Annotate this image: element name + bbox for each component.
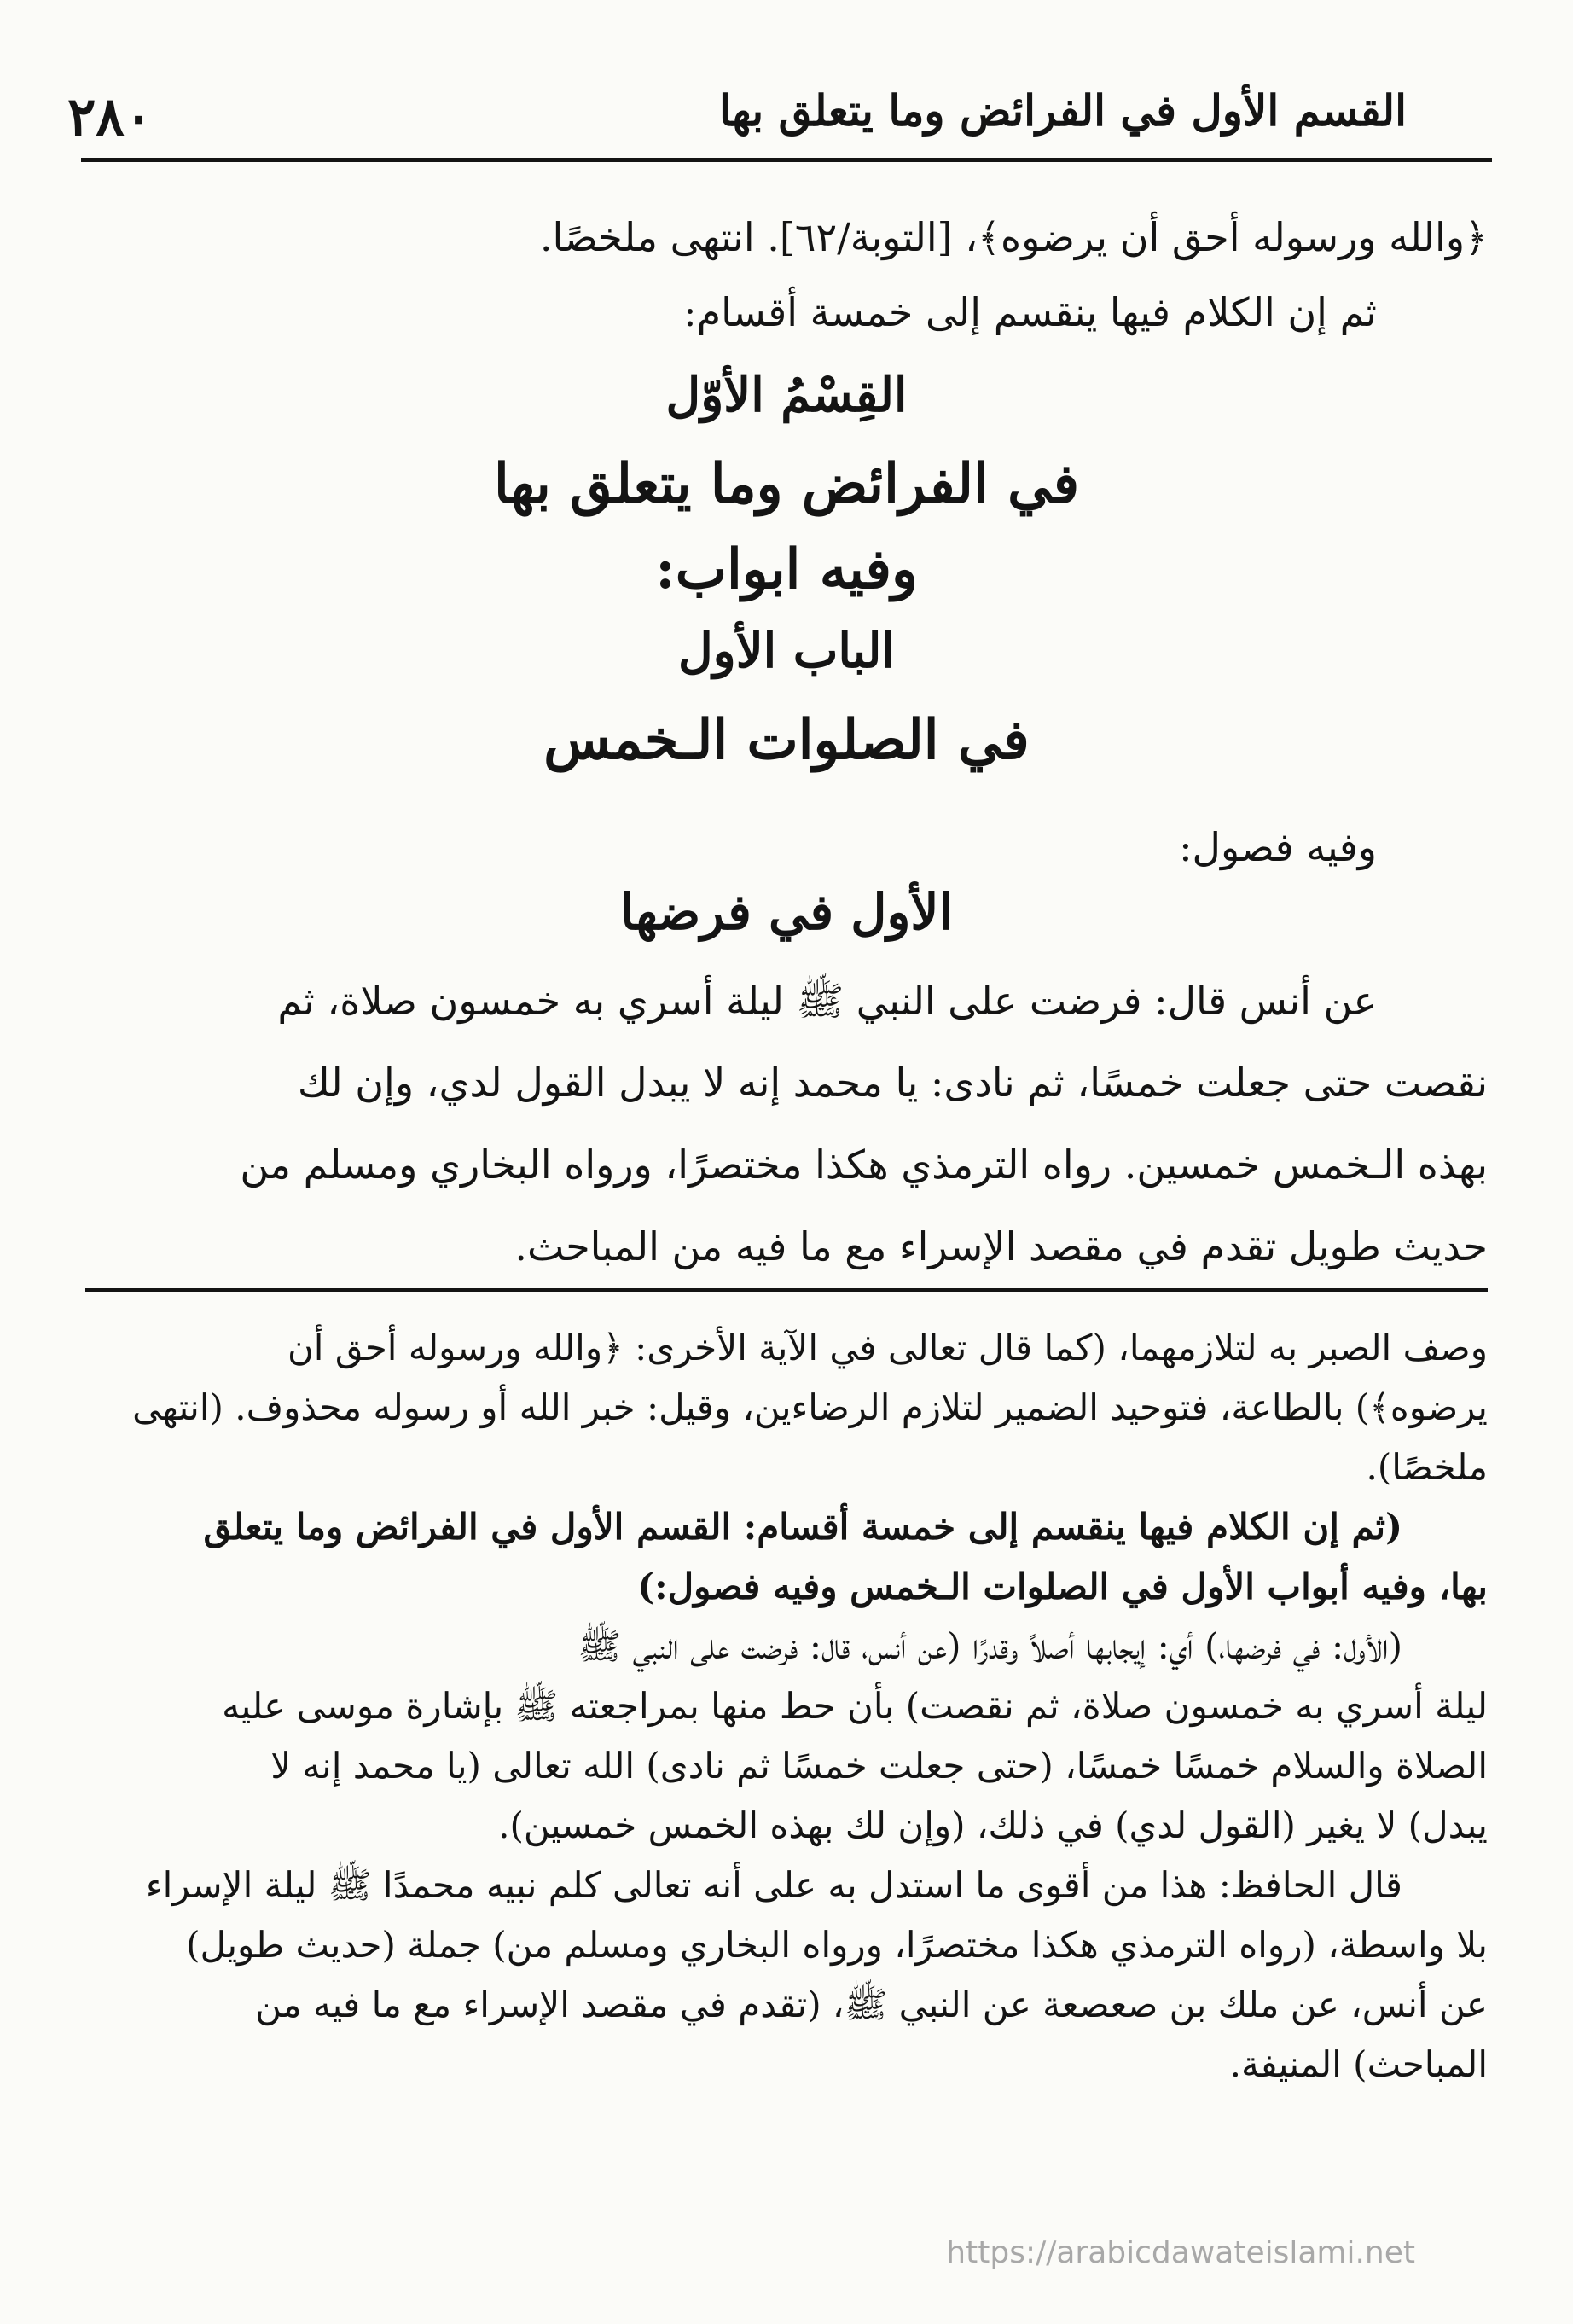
running-header-title: القسم الأول في الفرائض وما يتعلق بها: [718, 85, 1407, 136]
intro-paragraph: [85, 196, 1488, 346]
intro-line-2: ثم إن الكلام فيها ينقسم إلى خمسة أقسام:: [683, 289, 1377, 335]
commentary-block: [85, 1318, 1488, 2095]
section-title: في الفرائض وما يتعلق بها: [493, 452, 1080, 516]
hadith-line: عن أنس قال: فرضت على النبي ﷺ ليلة أسري به خمسون صلاة، ثم: [277, 978, 1377, 1024]
commentary-line: عن أنس، عن ملك بن صعصعة عن النبي ﷺ، (تقدم في مقصد الإسراء مع ما فيه من: [255, 1984, 1488, 2025]
chapter-title: في الصلوات الـخمس: [543, 708, 1030, 772]
page-number: ٢٨٠: [67, 85, 153, 148]
header-divider: [81, 158, 1492, 162]
fasl-title: الأول في فرضها: [620, 883, 953, 941]
section-subtitle: وفيه ابواب:: [655, 537, 918, 601]
intro-line-1: ﴿والله ورسوله أحق أن يرضوه﴾، [التوبة/٦٢]. انتهى ملخصًا.: [539, 214, 1488, 260]
commentary-line: وصف الصبر به لتلازمهما، (كما قال تعالى في الآية الأخرى: ﴿والله ورسوله أحق أن: [287, 1327, 1488, 1368]
commentary-line: الصلاة والسلام خمسًا خمسًا، (حتى جعلت خمسًا ثم نادى) الله تعالى (يا محمد إنه لا: [270, 1745, 1488, 1787]
hadith-paragraph: [85, 960, 1488, 1287]
commentary-line: بها، وفيه أبواب الأول في الصلوات الـخمس وفيه فصول:): [637, 1566, 1488, 1607]
commentary-line: (ثم إن الكلام فيها ينقسم إلى خمسة أقسام: القسم الأول في الفرائض وما يتعلق: [203, 1506, 1402, 1548]
hadith-line: حديث طويل تقدم في مقصد الإسراء مع ما فيه من المباحث.: [514, 1223, 1488, 1269]
commentary-line: يبدل) لا يغير (القول لدي) في ذلك، (وإن لك بهذه الخمس خمسين).: [498, 1804, 1488, 1846]
footnote-divider: [85, 1288, 1488, 1292]
commentary-line: (الأول: في فرضها،) أي: إيجابها أصلاً وقدرًا (عن أنس، قال: فرضت على النبي ﷺ: [578, 1625, 1402, 1667]
watermark-url: https://arabicdawateislami.net: [946, 2235, 1415, 2270]
commentary-line: ملخصًا).: [1366, 1446, 1488, 1488]
commentary-line: ليلة أسري به خمسون صلاة، ثم نقصت) بأن حط منها بمراجعته ﷺ بإشارة موسى عليه: [222, 1685, 1488, 1727]
commentary-line: يرضوه﴾) بالطاعة، فتوحيد الضمير لتلازم الرضاءين، وقيل: خبر الله أو رسوله محذوف. (انتهى: [132, 1386, 1488, 1428]
commentary-line: المباحث) المنيفة.: [1229, 2043, 1488, 2085]
hadith-line: بهذه الـخمس خمسين. رواه الترمذي هكذا مختصرًا، ورواه البخاري ومسلم من: [240, 1142, 1488, 1188]
commentary-line: بلا واسطة، (رواه الترمذي هكذا مختصرًا، ورواه البخاري ومسلم من) جملة (حديث طويل): [186, 1924, 1488, 1966]
commentary-line: قال الحافظ: هذا من أقوى ما استدل به على أنه تعالى كلم نبيه محمدًا ﷺ ليلة الإسراء: [145, 1864, 1402, 1906]
fasl-intro-block: [85, 806, 1488, 888]
section-heading: القِسْمُ الأوّل: [665, 367, 908, 423]
hadith-line: نقصت حتى جعلت خمسًا، ثم نادى: يا محمد إنه لا يبدل القول لدي، وإن لك: [297, 1060, 1488, 1106]
fasl-intro: وفيه فصول:: [1179, 824, 1377, 870]
chapter-heading: الباب الأول: [677, 623, 896, 679]
